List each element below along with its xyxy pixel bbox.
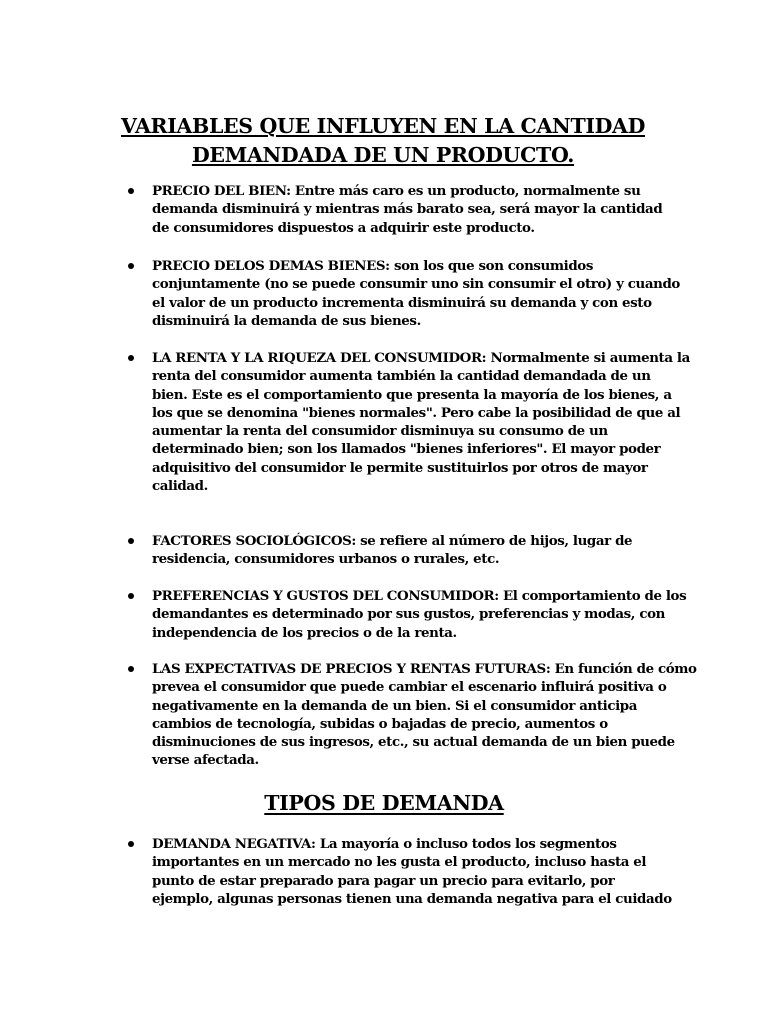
list-item-line: conjuntamente (no se puede consumir uno sin consumir el otro) y cuando <box>152 276 680 293</box>
list-item-line: PREFERENCIAS Y GUSTOS DEL CONSUMIDOR: El comportamiento de los <box>152 588 687 604</box>
list-item-expectativas <box>152 660 697 770</box>
list-item-line: demanda disminuirá y mientras más barato sea, será mayor la cantidad <box>152 201 663 218</box>
list-item-line: LAS EXPECTATIVAS DE PRECIOS Y RENTAS FUTURAS: En función de cómo <box>152 661 697 677</box>
list-item-line: aumentar la renta del consumidor disminuya su consumo de un <box>152 423 608 440</box>
list-item-renta-riqueza <box>152 349 690 495</box>
bullet-icon <box>128 593 134 599</box>
document-title-line-1: VARIABLES QUE INFLUYEN EN LA CANTIDAD <box>120 114 645 138</box>
list-item-line: disminuirá la demanda de sus bienes. <box>152 312 421 329</box>
list-item-line: disminuciones de sus ingresos, etc., su actual demanda de un bien puede <box>152 734 675 751</box>
list-item-line: bien. Este es el comportamiento que presenta la mayoría de los bienes, a <box>152 386 672 403</box>
list-item-precio-del-bien <box>152 182 666 237</box>
bullet-icon <box>128 188 134 194</box>
list-item-line: residencia, consumidores urbanos o rurales, etc. <box>152 551 500 568</box>
list-item-preferencias-gustos <box>152 587 687 642</box>
list-item-line: cambios de tecnología, subidas o bajadas de precio, aumentos o <box>152 715 608 732</box>
list-item-line: PRECIO DEL BIEN: Entre más caro es un producto, normalmente su <box>152 183 641 199</box>
list-item-line: calidad. <box>152 478 208 495</box>
bullet-icon <box>128 355 134 361</box>
list-item-line: renta del consumidor aumenta también la cantidad demandada de un <box>152 368 651 385</box>
list-item-line: verse afectada. <box>152 752 259 769</box>
list-item-line: demandantes es determinado por sus gustos, preferencias y modas, con <box>152 606 665 623</box>
list-item-demanda-negativa <box>152 835 672 908</box>
list-item-line: ejemplo, algunas personas tienen una demanda negativa para el cuidado <box>152 890 672 907</box>
list-item-line: importantes en un mercado no les gusta el producto, incluso hasta el <box>152 854 647 871</box>
list-item-line: adquisitivo del consumidor le permite sustituirlos por otros de mayor <box>152 459 648 476</box>
list-item-line: los que se denomina "bienes normales". Pero cabe la posibilidad de que al <box>152 404 681 421</box>
document-title-line-2: DEMANDADA DE UN PRODUCTO. <box>191 143 575 167</box>
list-item-line: PRECIO DELOS DEMAS BIENES: son los que son consumidos <box>152 258 593 274</box>
list-item-line: DEMANDA NEGATIVA: La mayoría o incluso todos los segmentos <box>152 836 617 852</box>
list-item-line: negativamente en la demanda de un bien. Si el consumidor anticipa <box>152 697 638 714</box>
list-item-line: independencia de los precios o de la renta. <box>152 624 457 641</box>
section-title-tipos-de-demanda: TIPOS DE DEMANDA <box>264 791 504 815</box>
list-item-line: FACTORES SOCIOLÓGICOS: se refiere al número de hijos, lugar de <box>152 533 633 549</box>
bullet-icon <box>128 263 134 269</box>
list-item-line: prevea el consumidor que puede cambiar el escenario influirá positiva o <box>152 679 667 696</box>
bullet-icon <box>128 841 134 847</box>
list-item-line: LA RENTA Y LA RIQUEZA DEL CONSUMIDOR: Normalmente si aumenta la <box>152 350 690 366</box>
list-item-factores-sociologicos <box>152 532 666 569</box>
bullet-icon <box>128 538 134 544</box>
list-item-line: el valor de un producto incrementa disminuirá su demanda y con esto <box>152 294 652 311</box>
list-item-line: punto de estar preparado para pagar un precio para evitarlo, por <box>152 872 615 889</box>
bullet-icon <box>128 666 134 672</box>
list-item-line: de consumidores dispuestos a adquirir este producto. <box>152 219 535 236</box>
list-item-precio-demas-bienes <box>152 257 680 330</box>
list-item-line: determinado bien; son los llamados "bienes inferiores". El mayor poder <box>152 441 661 458</box>
document-title <box>100 112 666 170</box>
